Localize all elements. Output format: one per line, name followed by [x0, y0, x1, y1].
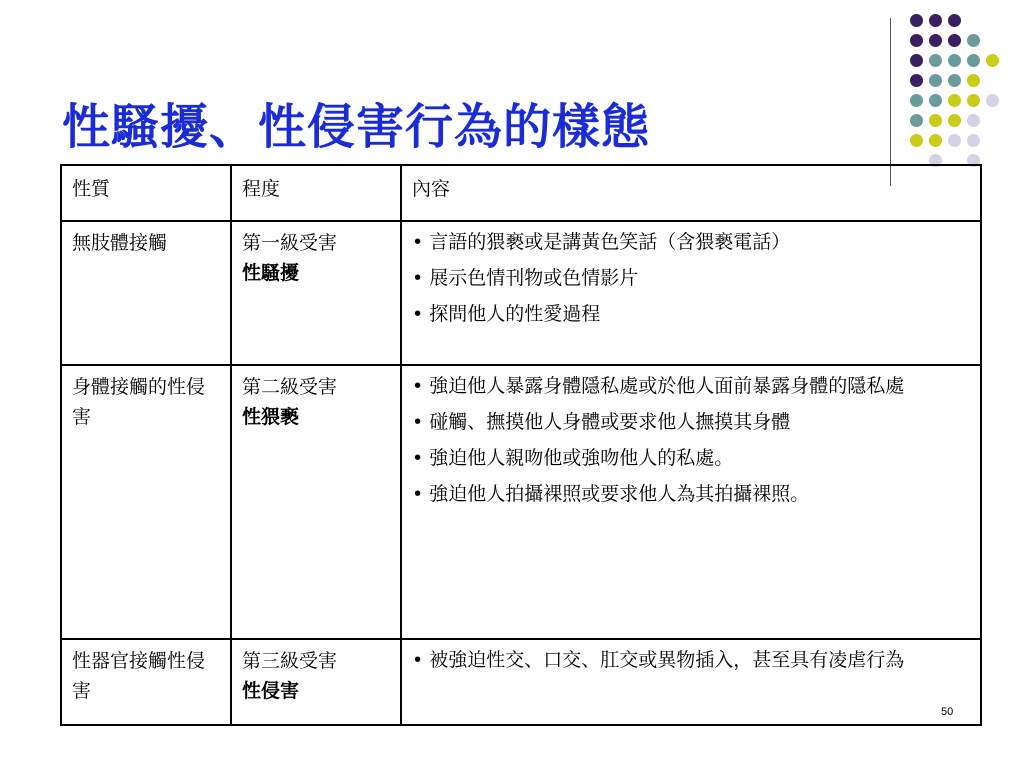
- list-item: • 碰觸、撫摸他人身體或要求他人撫摸其身體: [412, 408, 972, 436]
- decorative-dot: [986, 54, 999, 67]
- decorative-dot: [929, 74, 942, 87]
- list-item: • 強迫他人親吻他或強吻他人的私處。: [412, 444, 972, 472]
- level-label: 性猥褻: [242, 406, 300, 428]
- decorative-dot: [967, 94, 980, 107]
- decorative-dot: [910, 94, 923, 107]
- page-number: 50: [941, 706, 954, 718]
- decorative-dot: [948, 14, 961, 27]
- decorative-dot: [929, 34, 942, 47]
- cell-nature: 無肢體接觸: [61, 221, 231, 365]
- decorative-dot: [948, 34, 961, 47]
- decorative-dot: [967, 54, 980, 67]
- cell-content: [401, 639, 981, 725]
- cell-content: [401, 365, 981, 639]
- list-item: • 強迫他人暴露身體隱私處或於他人面前暴露身體的隱私處: [412, 372, 972, 400]
- table-row: [61, 639, 981, 725]
- decorative-dot: [967, 34, 980, 47]
- decorative-dot: [948, 134, 961, 147]
- decorative-dot: [929, 114, 942, 127]
- behavior-table: [60, 164, 982, 726]
- decorative-dot: [986, 94, 999, 107]
- table-header-row: [61, 165, 981, 221]
- decorative-dot: [967, 134, 980, 147]
- list-item: • 展示色情刊物或色情影片: [412, 264, 972, 292]
- level-label: 性侵害: [242, 680, 300, 702]
- decorative-dot: [929, 14, 942, 27]
- decorative-dot: [948, 94, 961, 107]
- cell-nature: 性器官接觸性侵害: [61, 639, 231, 725]
- cell-level: [231, 221, 401, 365]
- cell-nature: 身體接觸的性侵害: [61, 365, 231, 639]
- decorative-divider: [890, 18, 891, 186]
- decorative-dot: [948, 74, 961, 87]
- list-item: • 強迫他人拍攝裸照或要求他人為其拍攝裸照。: [412, 480, 972, 508]
- decorative-dot: [929, 94, 942, 107]
- table-row: [61, 365, 981, 639]
- cell-content: [401, 221, 981, 365]
- decorative-dot: [910, 54, 923, 67]
- cell-level: [231, 639, 401, 725]
- table-row: [61, 221, 981, 365]
- decorative-dot: [948, 54, 961, 67]
- decorative-dot: [967, 74, 980, 87]
- decorative-dot: [910, 34, 923, 47]
- header-content: 內容: [401, 165, 981, 221]
- header-level: 程度: [231, 165, 401, 221]
- list-item: • 言語的猥褻或是講黃色笑話（含猥褻電話）: [412, 228, 972, 256]
- level-text: 第二級受害: [242, 376, 338, 398]
- header-nature: 性質: [61, 165, 231, 221]
- decorative-dot: [929, 54, 942, 67]
- decorative-dot: [948, 114, 961, 127]
- list-item: • 被強迫性交、口交、肛交或異物插入，甚至具有凌虐行為: [412, 646, 972, 674]
- decorative-dot: [910, 74, 923, 87]
- cell-level: [231, 365, 401, 639]
- decorative-dot-grid: [904, 14, 1004, 164]
- decorative-dot: [910, 134, 923, 147]
- level-text: 第一級受害: [242, 232, 338, 254]
- decorative-dot: [910, 14, 923, 27]
- decorative-dot: [929, 134, 942, 147]
- level-text: 第三級受害: [242, 650, 338, 672]
- list-item: • 探問他人的性愛過程: [412, 300, 972, 328]
- decorative-dot: [910, 114, 923, 127]
- decorative-dot: [967, 114, 980, 127]
- slide-title: 性騷擾、性侵害行為的樣態: [62, 99, 651, 155]
- level-label: 性騷擾: [242, 262, 300, 284]
